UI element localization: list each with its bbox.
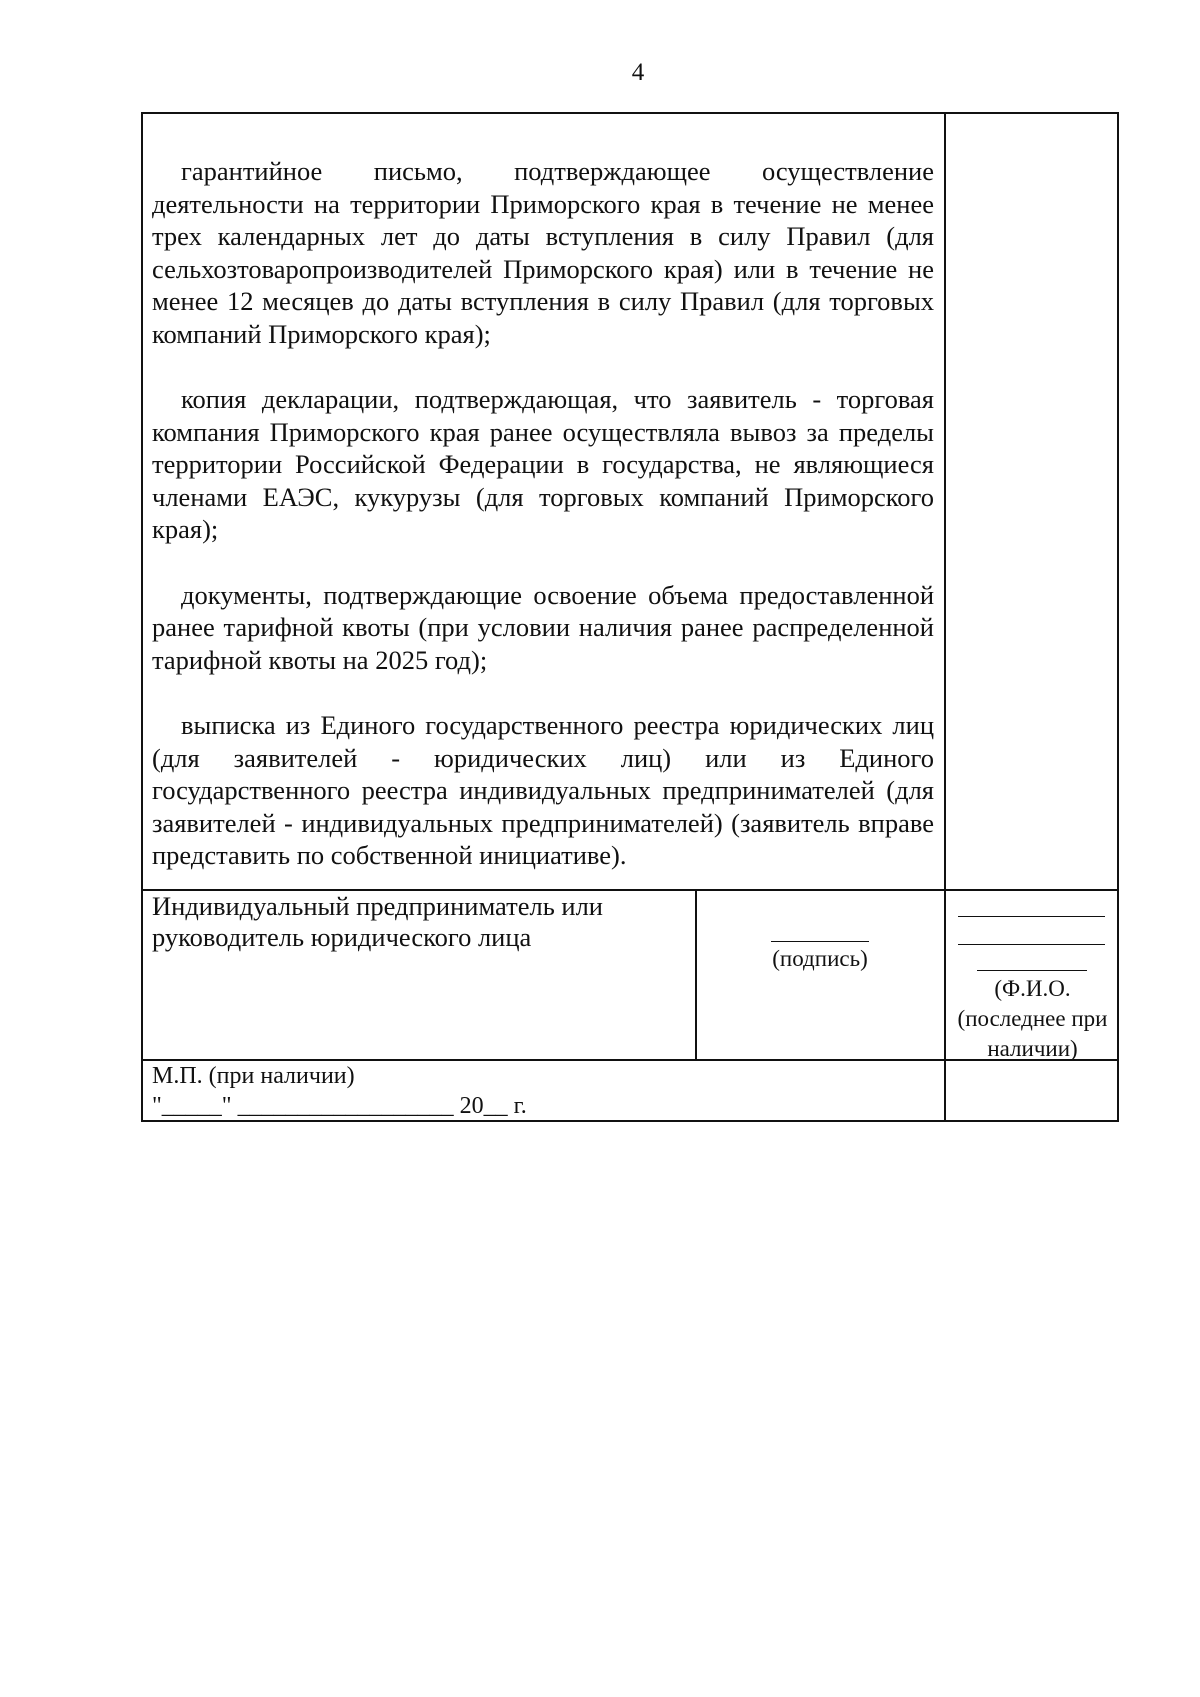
list-item: выписка из Единого государственного реестра юридических лиц (для заявителей - юридических лиц) или из Единого государственного реестра индивидуальных предпринимателей (для заявителей - индивидуальных предпринимателей) (заявитель вправе представить по собственной инициативе). [152, 710, 934, 870]
page-number: 4 [631, 59, 645, 86]
fio-line [958, 916, 1105, 917]
fio-line [977, 970, 1087, 971]
list-item: гарантийное письмо, подтверждающее осуществление деятельности на территории Приморского края в течение не менее трех календарных лет до даты вступления в силу Правил (для сельхозтоваропроизводителей Приморского края) или в течение не менее 12 месяцев до даты вступления в силу Правил (для торговых компаний Приморского края); [152, 156, 934, 349]
list-item: копия декларации, подтверждающая, что заявитель - торговая компания Приморского края ранее осуществляла вывоз за пределы территории Российской Федерации в государства, не являющиеся членами ЕАЭС, кукурузы (для торговых компаний Приморского края); [152, 384, 934, 544]
table-column-divider [944, 112, 946, 1122]
signature-column-divider [695, 890, 697, 1060]
list-item: документы, подтверждающие освоение объема предоставленной ранее тарифной квоты (при условии наличия ранее распределенной тарифной квоты на 2025 год); [152, 579, 934, 675]
stamp-label: М.П. (при наличии) [152, 1063, 355, 1089]
requirements-list [152, 155, 934, 872]
fio-line [958, 944, 1105, 945]
signer-title: Индивидуальный предприниматель или руководитель юридического лица [152, 891, 603, 952]
signature-caption: (подпись) [772, 946, 868, 971]
date-field: "_____" __________________ 20__ г. [152, 1093, 527, 1119]
fio-caption: (Ф.И.О. (последнее при наличии) [957, 976, 1108, 1061]
signature-line [771, 941, 869, 942]
